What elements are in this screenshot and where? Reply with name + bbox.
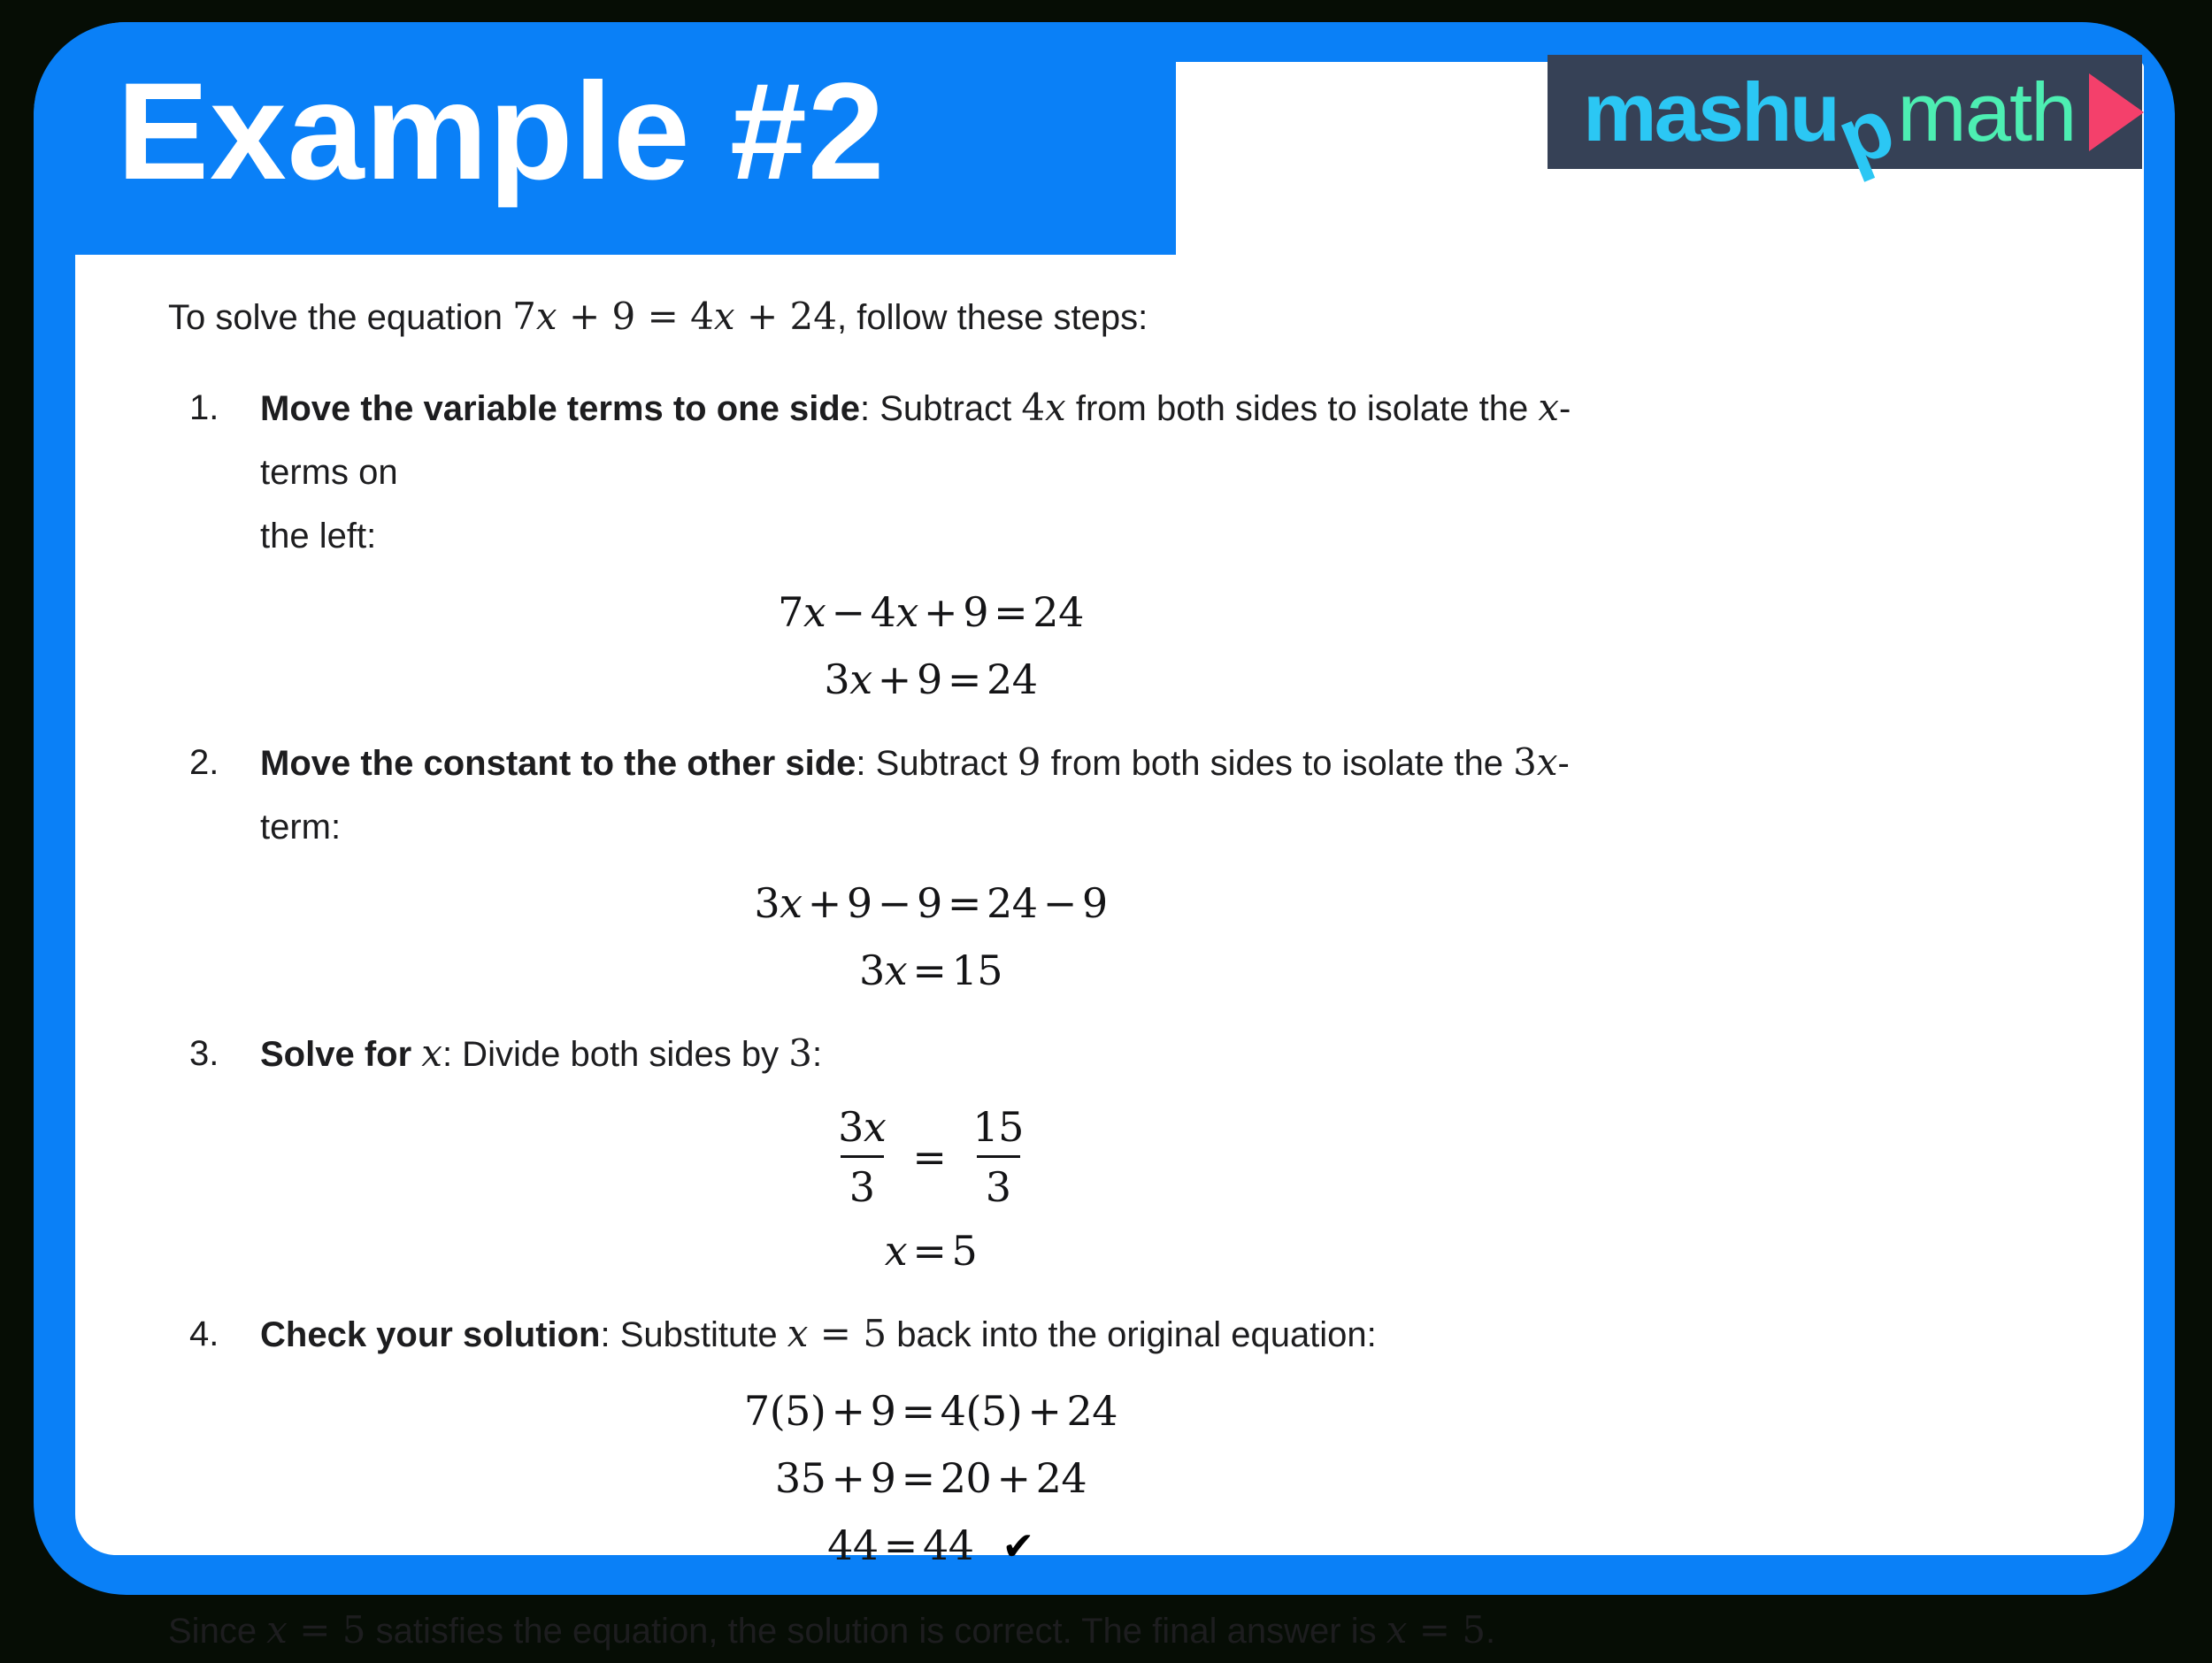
- step-item-3: [168, 1022, 1601, 1284]
- equation: 7(5) + 9 = 4(5) + 24: [743, 1387, 1118, 1435]
- text-line: [260, 376, 1601, 504]
- equation: 3x + 9 = 24: [824, 655, 1038, 703]
- bold-text: Check your solution: [260, 1315, 601, 1354]
- equation: 3x + 9 − 9 = 24 − 9: [754, 879, 1108, 927]
- math-text: x = 5: [266, 1608, 366, 1652]
- text-line: [168, 1598, 1601, 1663]
- fraction-numerator: 15: [972, 1103, 1024, 1151]
- math-text: 3: [788, 1031, 812, 1075]
- text-line: [260, 1022, 1601, 1086]
- bold-text: Move the constant to the other side: [260, 744, 856, 783]
- text-line: [260, 731, 1601, 859]
- math-text: 4x: [1021, 386, 1066, 429]
- logo-text-mashu: mashu: [1583, 65, 1838, 158]
- equation-group: [260, 870, 1601, 1004]
- intro-text: [168, 285, 1601, 349]
- equation: 35 + 9 = 20 + 24: [774, 1454, 1087, 1502]
- logo-text-math: math: [1897, 65, 2076, 158]
- math-text: x = 5: [787, 1312, 887, 1355]
- plain-text: , follow these steps:: [836, 298, 1148, 337]
- plain-text: -term:: [260, 744, 1570, 847]
- plain-text: -terms on: [260, 389, 1571, 492]
- math-text: x = 5: [1386, 1608, 1486, 1652]
- equation-group: [260, 1097, 1601, 1284]
- math-text: 7x + 9 = 4x + 24: [512, 295, 837, 338]
- equation: 3x = 15: [858, 946, 1003, 994]
- math-text: x: [421, 1031, 442, 1075]
- math-text: x: [1538, 386, 1560, 429]
- plain-text: :: [812, 1035, 823, 1074]
- step-number: 1.: [189, 388, 219, 427]
- fraction: [964, 1105, 1033, 1209]
- play-icon: [2089, 73, 2144, 151]
- check-icon: ✔: [1002, 1524, 1034, 1569]
- text-line: [260, 1302, 1601, 1367]
- equation: x = 5: [884, 1227, 978, 1275]
- equation-fraction: [826, 1105, 1036, 1209]
- equation-group: [260, 1377, 1601, 1581]
- fraction-denominator: 3: [841, 1155, 884, 1209]
- equation: 7x − 4x + 9 = 24: [778, 588, 1084, 636]
- step-item-4: [168, 1302, 1601, 1581]
- step-number: 3.: [189, 1034, 219, 1073]
- conclusion-text: [168, 1598, 1601, 1663]
- equation: 44 = 44 ✔: [827, 1521, 1034, 1569]
- text-line: [260, 504, 1601, 568]
- fraction-numerator: 3x: [838, 1103, 887, 1151]
- plain-text: satisfies the equation, the solution is correct. The final answer is: [365, 1612, 1386, 1651]
- plain-text: Since: [168, 1612, 267, 1651]
- step-number: 4.: [189, 1314, 219, 1353]
- plain-text: back into the original equation:: [887, 1315, 1377, 1354]
- bold-text: Solve for: [260, 1035, 422, 1074]
- equation-group: [260, 579, 1601, 713]
- logo-text-p: p: [1824, 79, 1907, 185]
- mashupmath-logo: [1548, 55, 2142, 185]
- step-item-2: [168, 731, 1601, 1004]
- plain-text: from both sides to isolate the: [1041, 744, 1514, 783]
- fraction-denominator: 3: [977, 1155, 1020, 1209]
- text-line: [168, 285, 1601, 349]
- step-item-1: [168, 376, 1601, 713]
- plain-text: : Divide both sides by: [442, 1035, 789, 1074]
- plain-text: the left:: [260, 517, 377, 556]
- equals-sign: =: [912, 1133, 947, 1181]
- fraction: [829, 1105, 895, 1209]
- plain-text: : Subtract: [856, 744, 1018, 783]
- plain-text: : Subtract: [860, 389, 1022, 428]
- math-text: 9: [1017, 740, 1041, 784]
- plain-text: : Substitute: [600, 1315, 787, 1354]
- plain-text: .: [1486, 1612, 1496, 1651]
- bold-text: Move the variable terms to one side: [260, 389, 860, 428]
- step-number: 2.: [189, 743, 219, 782]
- plain-text: from both sides to isolate the: [1065, 389, 1539, 428]
- lesson-content: [168, 62, 1601, 1663]
- page-title: Example #2: [117, 55, 886, 209]
- math-text: 3x: [1513, 740, 1558, 784]
- plain-text: To solve the equation: [168, 298, 513, 337]
